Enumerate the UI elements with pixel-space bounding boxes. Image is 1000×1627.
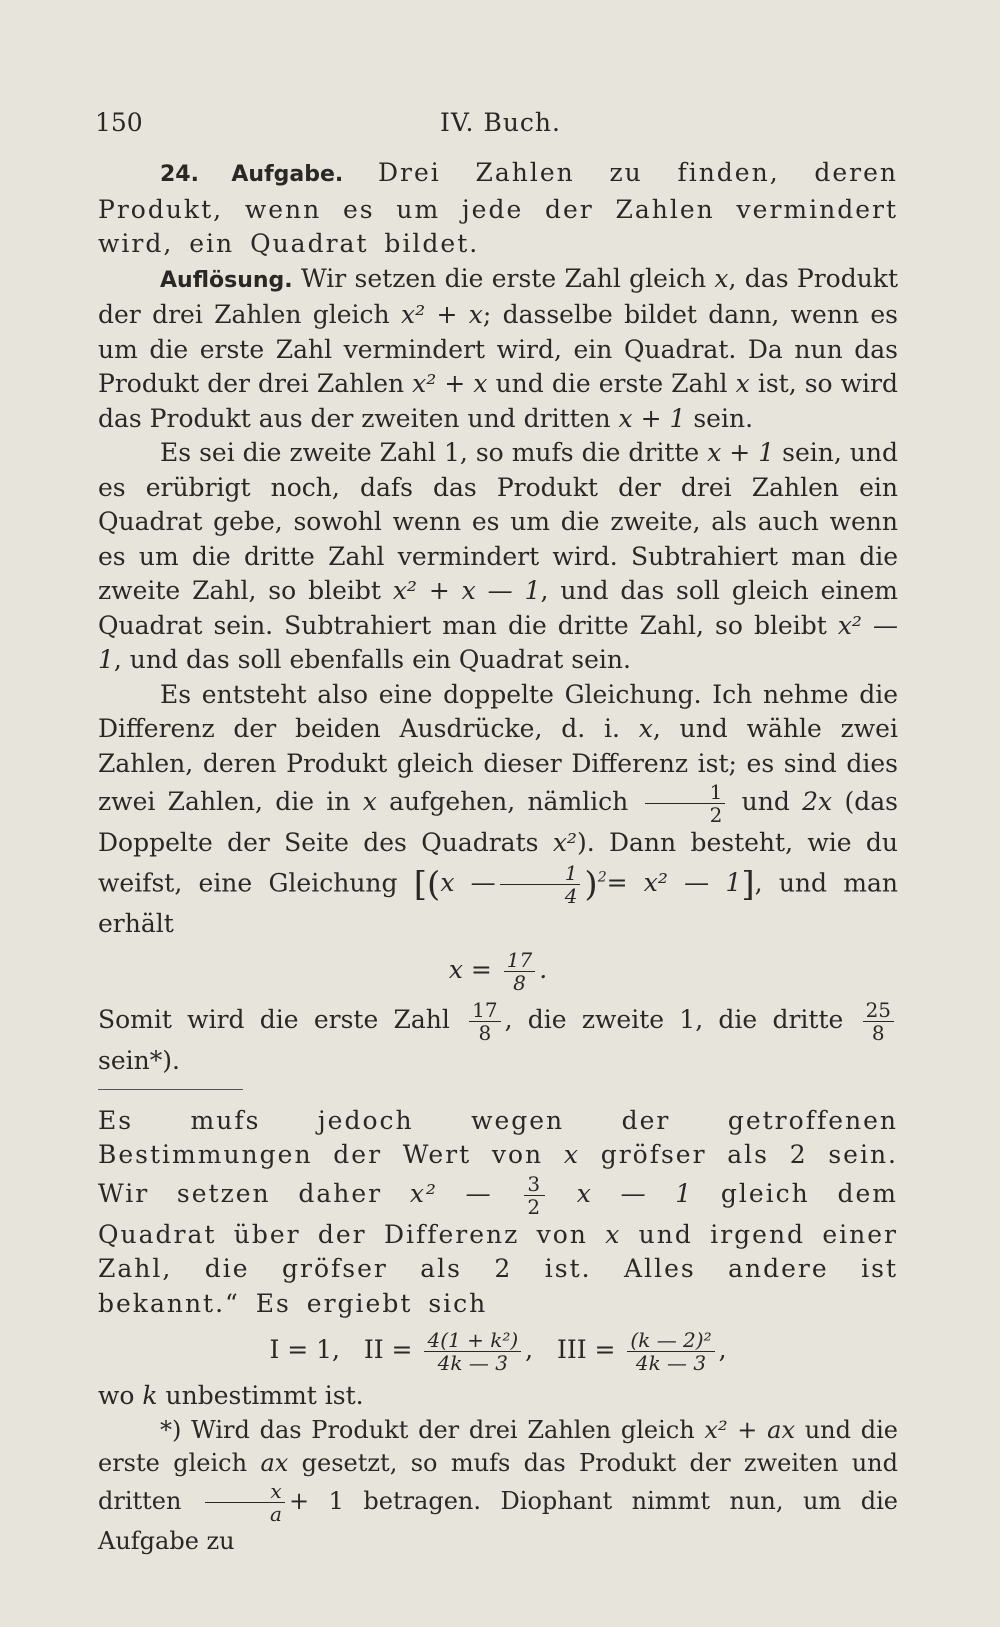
math-expr: x² — <box>409 1178 493 1208</box>
main-text <box>98 156 898 1558</box>
text-run: sein*). <box>98 1046 180 1076</box>
denominator: 8 <box>469 1021 500 1044</box>
math-expr: 2x <box>802 787 833 816</box>
math-expr: x + 1 <box>618 403 686 433</box>
text-run: betragen. Diophant nimmt nun, um die Aufgabe zu <box>98 1486 898 1555</box>
text-run: ist, so wird das Produkt aus der zweiten und dritten <box>98 369 899 433</box>
text-run: aufgehen, nämlich <box>389 787 629 816</box>
solution-label: Auflösung. <box>160 267 293 293</box>
numerator: (k — 2)² <box>630 1328 712 1353</box>
math-expr: ax <box>260 1448 289 1477</box>
note-tail <box>98 1379 898 1414</box>
text-run: gesetzt, so mufs das Produkt der zweiten und dritten <box>98 1448 898 1515</box>
text-run: und <box>741 787 790 816</box>
text-run: Wir setzen die erste Zahl gleich <box>300 263 707 293</box>
math-expr: x + 1 <box>707 438 775 467</box>
text-run: gleich dem Quadrat über der Differenz von <box>98 1178 898 1249</box>
math-expr: + 1 <box>288 1486 344 1515</box>
fraction-III <box>627 1329 714 1374</box>
math-x: x <box>605 1219 622 1249</box>
numerator: x <box>270 1478 282 1503</box>
text-run: (das Doppelte der Seite des Quadrats <box>98 787 898 857</box>
note-paragraph <box>98 1104 898 1322</box>
solution-paragraph-4 <box>98 999 898 1079</box>
bracket: ] <box>741 864 755 905</box>
fraction-17-8 <box>504 949 535 994</box>
denominator: 2 <box>524 1195 545 1218</box>
solution-II-label: II = <box>363 1335 413 1365</box>
numerator: 4(1 + k²) <box>427 1328 519 1353</box>
math-k: k <box>142 1381 158 1411</box>
denominator: 4 <box>500 884 581 907</box>
numerator: 3 <box>527 1171 543 1196</box>
denominator: 4k — 3 <box>627 1351 714 1374</box>
footnote <box>98 1414 898 1558</box>
bracket-equation: [(x — $\frac{1}{4}$ )$^2$= x² — 1] <box>413 860 755 908</box>
text-run: , das Produkt der drei Zahlen gleich <box>98 263 899 329</box>
math-x: x <box>563 1140 580 1170</box>
denominator: a <box>205 1502 285 1525</box>
fraction-17-8 <box>469 999 500 1044</box>
numerator: 1 <box>709 780 723 804</box>
denominator: 2 <box>645 803 726 826</box>
text-run: sein, und es erübrigt noch, dafs das Produkt der drei Zahlen ein Quadrat gebe, sowohl wenn es um die zweite, als auch wenn es um die dritte Zahl vermindert wird. Subtrahiert man die zweite Zahl, so bleibt <box>98 438 899 605</box>
result-equation: x = $\frac{17}{8}$ . <box>448 948 548 996</box>
numerator: 17 <box>506 948 533 973</box>
denominator: 8 <box>863 1021 894 1044</box>
math-x: x <box>714 263 729 293</box>
math-expr: x² — 1 <box>98 610 898 674</box>
fraction-one-quarter <box>500 862 581 907</box>
page-number: 150 <box>95 108 143 137</box>
text-run: und die erste gleich <box>98 1415 898 1477</box>
text-run: gröfser als 2 sein. Wir setzen daher <box>98 1140 898 1208</box>
text-run: , und das soll ebenfalls ein Quadrat sein. <box>113 645 631 674</box>
running-head: IV. Buch. <box>440 108 561 137</box>
text-run: unbestimmt ist. <box>165 1381 364 1411</box>
solution-paragraph-1 <box>98 262 898 437</box>
math-expr: = x² — 1 <box>606 867 742 897</box>
text-run: *) Wird das Produkt der drei Zahlen gleich <box>160 1415 695 1444</box>
footnote-divider <box>98 1089 243 1090</box>
text-run: und irgend einer Zahl, die gröfser als 2 ist. Alles andere ist bekannt.“ Es ergiebt sich <box>98 1219 898 1318</box>
page-header <box>95 108 895 142</box>
text-run: ). Dann besteht, wie du weifst, eine Gleichung <box>98 828 898 897</box>
math-expr: x² + x <box>401 300 483 329</box>
math-expr: x² + ax <box>704 1415 795 1444</box>
fraction-II <box>424 1329 521 1374</box>
numerator: 17 <box>472 998 498 1023</box>
text-run: wo <box>98 1381 135 1411</box>
text-run: Somit wird die erste Zahl <box>98 1005 450 1035</box>
bracket: [( <box>413 864 441 905</box>
text-run: , und wähle zwei Zahlen, deren Produkt gleich dieser Differenz ist; es sind dies zwei Zahlen, die in <box>98 714 898 816</box>
solution-paragraph-3 <box>98 678 898 942</box>
text-run: Es sei die zweite Zahl 1, so mufs die dritte <box>160 438 700 467</box>
math-expr: x² + x <box>412 369 488 398</box>
general-solution: I = 1, II = $\frac{\text{4(1 + k²)}}{4k — 3}$ , III = $\frac{\text{(k — 2)²}}{4k — 3}$ , <box>269 1328 727 1376</box>
math-expr: x² + x — 1 <box>392 576 541 605</box>
text-run: sein. <box>693 403 754 433</box>
problem-paragraph <box>98 156 898 262</box>
problem-label: 24. Aufgabe. <box>160 162 344 187</box>
solution-paragraph-2 <box>98 436 898 678</box>
fraction-x-a <box>205 1480 285 1525</box>
fraction-25-8 <box>863 999 894 1044</box>
text-run: und die erste Zahl <box>495 369 728 398</box>
math-x: x <box>638 714 653 743</box>
bracket: ) <box>584 864 598 905</box>
text-run: , und das soll gleich einem Quadrat sein. Subtrahiert man die dritte Zahl, so bleibt <box>98 576 898 640</box>
denominator: 8 <box>504 971 535 994</box>
math-expr: x — <box>440 867 496 897</box>
text-run: Es entsteht also eine doppelte Gleichung. Ich nehme die Differenz der beiden Ausdrücke, d. i. <box>98 679 898 743</box>
problem-statement: Drei Zahlen zu finden, deren Produkt, wenn es um jede der Zahlen vermindert wird, ein Quadrat bildet. <box>98 158 898 258</box>
solution-III-label: III = <box>556 1335 616 1365</box>
text-run: Es mufs jedoch wegen der getroffenen Bestimmungen der Wert von <box>98 1105 898 1170</box>
text-run: ; dasselbe bildet dann, wenn es um die erste Zahl vermindert wird, ein Quadrat. Da nun das Produkt der drei Zahlen <box>98 300 899 398</box>
denominator: 4k — 3 <box>424 1351 521 1374</box>
solution-I: I = 1, <box>269 1335 341 1365</box>
math-x: x <box>362 787 377 816</box>
text-run: , und man erhält <box>98 867 898 938</box>
text-run: , die zweite 1, die dritte <box>504 1005 844 1035</box>
math-expr: x — 1 <box>576 1178 694 1208</box>
numerator: 1 <box>564 860 578 885</box>
math-expr: x² <box>552 828 577 857</box>
numerator: 25 <box>865 998 892 1023</box>
fraction-one-half <box>645 781 726 826</box>
fraction-3-2 <box>524 1173 545 1218</box>
math-x: x <box>735 369 750 398</box>
math-expr: x = <box>448 955 492 985</box>
